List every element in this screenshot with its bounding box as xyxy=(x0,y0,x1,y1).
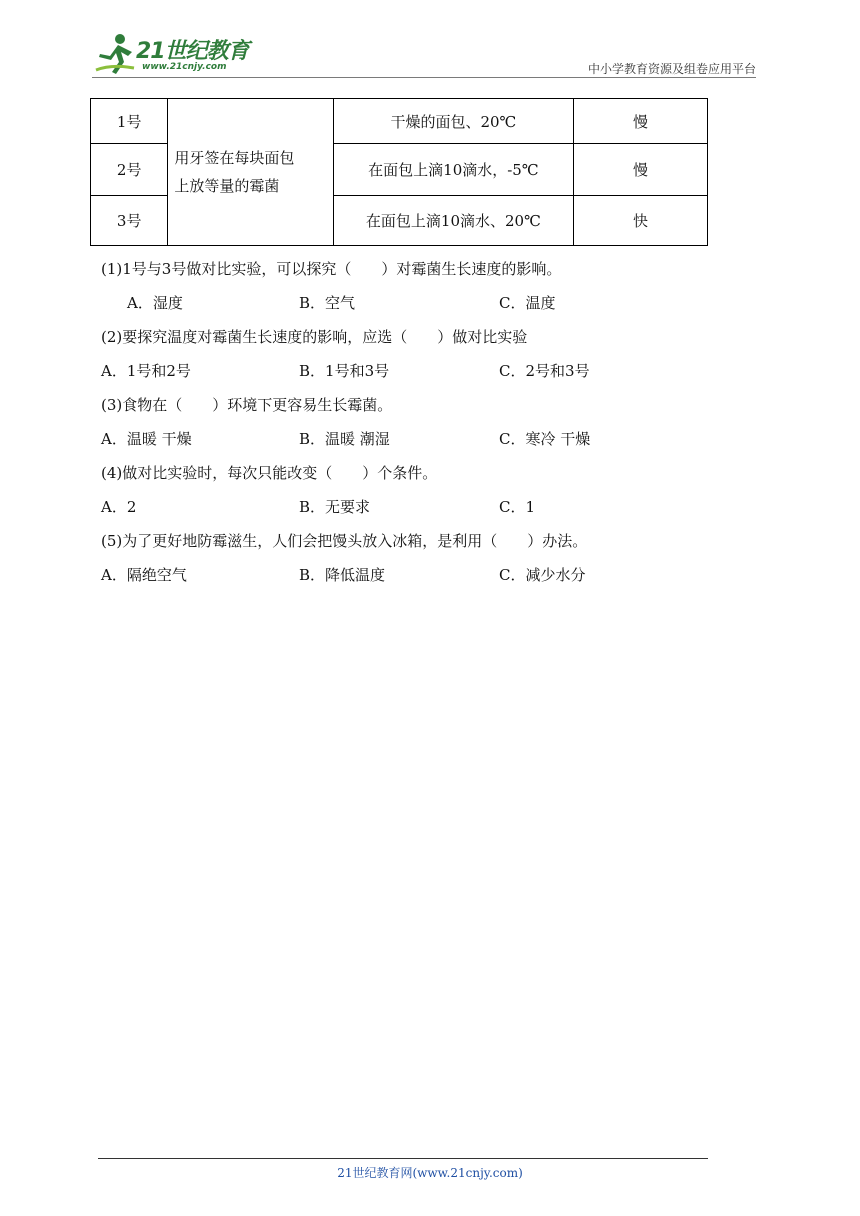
header-divider xyxy=(92,77,756,78)
option-a: A．隔绝空气 xyxy=(101,566,187,584)
condition-cell: 在面包上滴10滴水，-5℃ xyxy=(333,144,573,196)
question-stem: (4)做对比实验时，每次只能改变（ ）个条件。 xyxy=(101,464,438,482)
table-row xyxy=(91,99,708,144)
option-b: B．降低温度 xyxy=(299,566,386,584)
option-c: C．温度 xyxy=(499,294,556,312)
sample-number: 2号 xyxy=(91,144,168,196)
site-logo xyxy=(92,32,262,76)
sample-number: 3号 xyxy=(91,196,168,246)
option-row xyxy=(101,357,721,391)
option-row xyxy=(101,561,721,595)
option-b: B．1号和3号 xyxy=(299,362,390,380)
question-stem: (1)1号与3号做对比实验，可以探究（ ）对霉菌生长速度的影响。 xyxy=(101,260,562,278)
method-line: 上放等量的霉菌 xyxy=(174,177,280,195)
growth-speed-cell: 快 xyxy=(574,196,708,246)
option-row xyxy=(101,289,721,323)
growth-speed-cell: 慢 xyxy=(574,99,708,144)
option-row xyxy=(101,425,721,459)
option-c: C．寒冷 干燥 xyxy=(499,430,591,448)
option-c: C．1 xyxy=(499,498,536,516)
logo-url-text: www.21cnjy.com xyxy=(142,62,227,72)
footer-divider xyxy=(98,1158,708,1159)
option-a: A．温暖 干燥 xyxy=(101,430,192,448)
platform-name: 中小学教育资源及组卷应用平台 xyxy=(587,62,756,76)
experiment-table xyxy=(90,98,708,246)
method-cell xyxy=(168,99,333,246)
page-header xyxy=(92,30,756,78)
question-list xyxy=(101,255,721,595)
logo-brand-text: 21世纪教育 xyxy=(136,39,249,64)
option-b: B．空气 xyxy=(299,294,356,312)
option-c: C．减少水分 xyxy=(499,566,586,584)
option-a: A．湿度 xyxy=(127,294,183,312)
option-row xyxy=(101,493,721,527)
method-line: 用牙签在每块面包 xyxy=(174,149,295,167)
question-stem: (5)为了更好地防霉滋生，人们会把馒头放入冰箱，是利用（ ）办法。 xyxy=(101,532,588,550)
option-a: A．2 xyxy=(101,498,137,516)
question-stem: (3)食物在（ ）环境下更容易生长霉菌。 xyxy=(101,396,393,414)
option-c: C．2号和3号 xyxy=(499,362,590,380)
runner-icon xyxy=(92,32,138,76)
option-b: B．温暖 潮湿 xyxy=(299,430,390,448)
footer-link[interactable]: 21世纪教育网(www.21cnjy.com) xyxy=(337,1166,523,1180)
condition-cell: 干燥的面包、20℃ xyxy=(333,99,573,144)
condition-cell: 在面包上滴10滴水、20℃ xyxy=(333,196,573,246)
option-a: A．1号和2号 xyxy=(101,362,191,380)
question-stem: (2)要探究温度对霉菌生长速度的影响，应选（ ）做对比实验 xyxy=(101,328,528,346)
option-b: B．无要求 xyxy=(299,498,371,516)
growth-speed-cell: 慢 xyxy=(574,144,708,196)
sample-number: 1号 xyxy=(91,99,168,144)
